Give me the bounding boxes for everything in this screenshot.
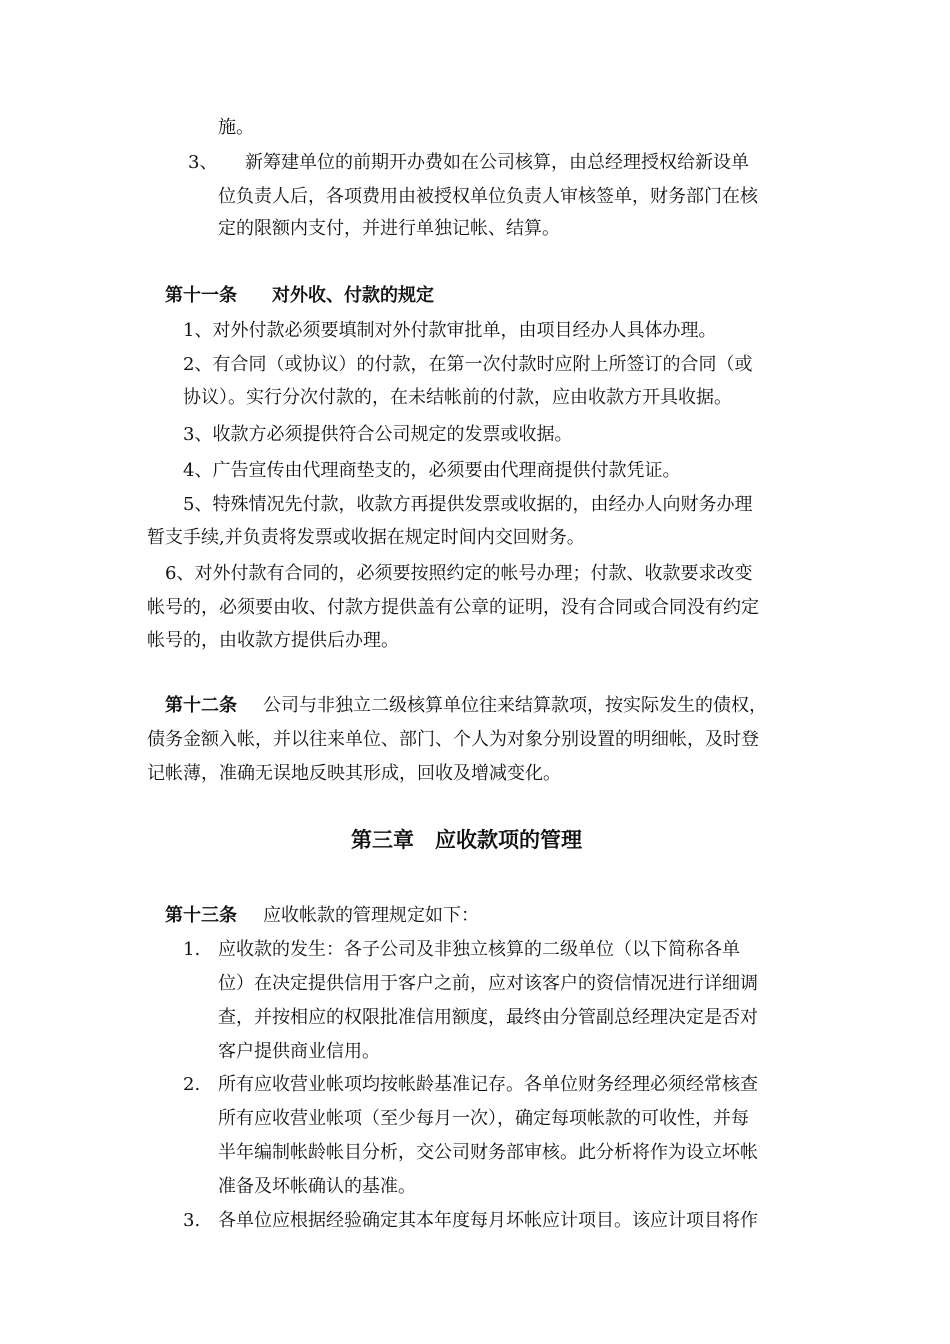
text-line: 5、特殊情况先付款，收款方再提供发票或收据的，由经办人向财务办理 xyxy=(183,494,753,515)
text-line: 公司与非独立二级核算单位往来结算款项，按实际发生的债权， xyxy=(263,695,767,716)
chapter-heading: 第三章 应收款项的管理 xyxy=(351,827,582,852)
text-line: 债务金额入帐，并以往来单位、部门、个人为对象分别设置的明细帐，及时登 xyxy=(147,729,759,750)
text-line: 2、有合同（或协议）的付款，在第一次付款时应附上所签订的合同（或 xyxy=(183,354,753,375)
article-title: 对外收、付款的规定 xyxy=(272,285,434,306)
item-number: 3. xyxy=(183,1210,201,1231)
article-label: 第十一条 xyxy=(165,285,237,306)
article-label: 第十三条 xyxy=(165,905,237,926)
text-line: 查，并按相应的权限批准信用额度，最终由分管副总经理决定是否对 xyxy=(218,1007,758,1028)
item-number: 2. xyxy=(183,1074,201,1095)
text-line: 准备及坏帐确认的基准。 xyxy=(218,1176,416,1197)
text-line: 应收款的发生：各子公司及非独立核算的二级单位（以下简称各单 xyxy=(218,939,740,960)
text-line: 记帐薄，准确无误地反映其形成，回收及增减变化。 xyxy=(147,763,561,784)
text-line: 协议）。实行分次付款的，在未结帐前的付款，应由收款方开具收据。 xyxy=(183,387,732,408)
text-line: 3、收款方必须提供符合公司规定的发票或收据。 xyxy=(183,424,573,445)
text-line: 4、广告宣传由代理商垫支的，必须要由代理商提供付款凭证。 xyxy=(183,460,681,481)
text-line: 半年编制帐龄帐目分析，交公司财务部审核。此分析将作为设立坏帐 xyxy=(218,1142,758,1163)
text-line: 施。 xyxy=(218,117,254,138)
text-line: 新筹建单位的前期开办费如在公司核算，由总经理授权给新设单 xyxy=(245,152,749,173)
text-line: 6、对外付款有合同的，必须要按照约定的帐号办理；付款、收款要求改变 xyxy=(165,563,753,584)
text-line: 位负责人后，各项费用由被授权单位负责人审核签单，财务部门在核 xyxy=(218,186,758,207)
text-line: 1、对外付款必须要填制对外付款审批单，由项目经办人具体办理。 xyxy=(183,320,717,341)
text-line: 暂支手续,并负责将发票或收据在规定时间内交回财务。 xyxy=(147,527,585,548)
text-line: 位）在决定提供信用于客户之前，应对该客户的资信情况进行详细调 xyxy=(218,973,758,994)
text-line: 帐号的，必须要由收、付款方提供盖有公章的证明，没有合同或合同没有约定 xyxy=(147,597,759,618)
item-number: 1. xyxy=(183,939,201,960)
text-line: 所有应收营业帐项均按帐龄基准记存。各单位财务经理必须经常核查 xyxy=(218,1074,758,1095)
article-label: 第十二条 xyxy=(165,695,237,716)
text-line: 帐号的，由收款方提供后办理。 xyxy=(147,630,399,651)
text-line: 客户提供商业信用。 xyxy=(218,1041,380,1062)
text-line: 各单位应根据经验确定其本年度每月坏帐应计项目。该应计项目将作 xyxy=(218,1210,758,1231)
text-line: 所有应收营业帐项（至少每月一次），确定每项帐款的可收性，并每 xyxy=(218,1108,749,1129)
text-line: 应收帐款的管理规定如下： xyxy=(263,905,479,926)
item-number: 3、 xyxy=(188,152,218,173)
text-line: 定的限额内支付，并进行单独记帐、结算。 xyxy=(218,218,560,239)
